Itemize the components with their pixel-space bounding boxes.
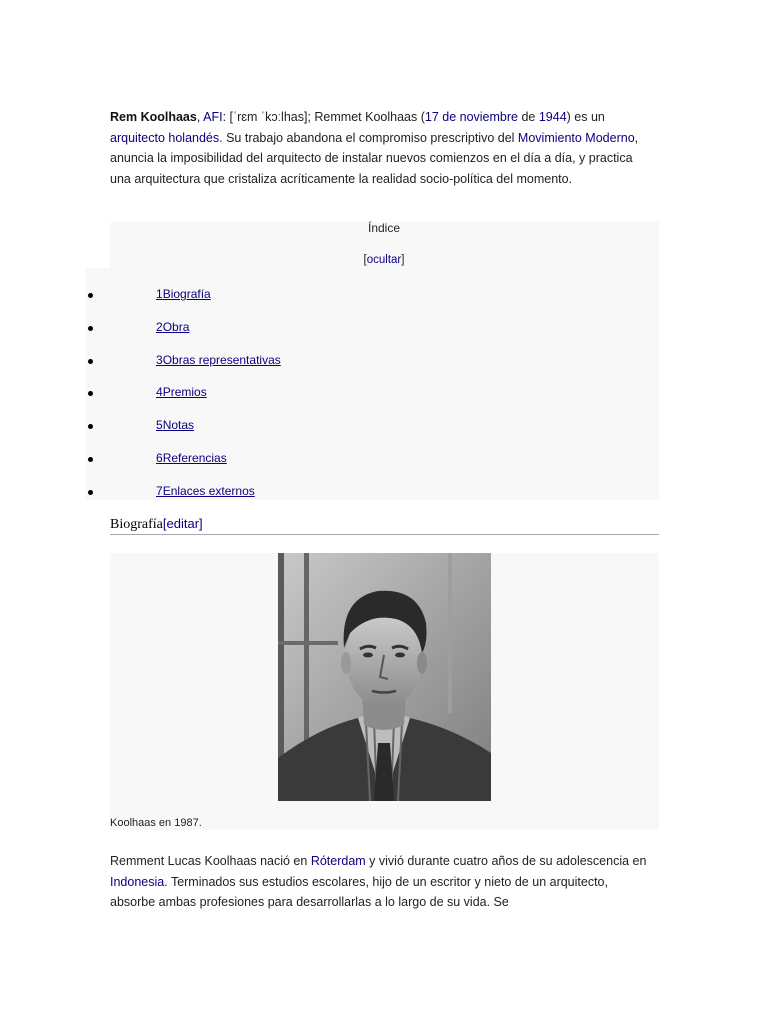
text-fragment: : [ˈrɛm ˈkɔːlhas]; Remmet Koolhaas ( bbox=[222, 110, 425, 124]
year-link[interactable]: 1944 bbox=[538, 110, 567, 124]
toc-link[interactable] bbox=[156, 353, 281, 367]
text-fragment: , bbox=[196, 110, 204, 124]
bullet-icon bbox=[88, 457, 93, 462]
toc-link[interactable] bbox=[156, 484, 255, 498]
section-title: Biografía bbox=[110, 517, 163, 532]
toc-link[interactable] bbox=[156, 385, 207, 399]
toc-hide-link[interactable]: ocultar bbox=[366, 254, 402, 266]
edit-link[interactable]: editar bbox=[166, 516, 200, 531]
portrait-image bbox=[278, 553, 491, 801]
afi-link[interactable]: AFI bbox=[203, 110, 223, 124]
bullet-icon bbox=[88, 326, 93, 331]
figure-caption: Koolhaas en 1987. bbox=[110, 817, 202, 829]
bullet-icon bbox=[88, 293, 93, 298]
biography-paragraph bbox=[110, 851, 655, 913]
toc-label: Referencias bbox=[162, 451, 227, 465]
bullet-icon bbox=[88, 490, 93, 495]
roterdam-link[interactable]: Róterdam bbox=[310, 854, 366, 868]
toc-label: Enlaces externos bbox=[162, 484, 255, 498]
toc-number: 2 bbox=[156, 320, 163, 334]
toc-link[interactable] bbox=[156, 451, 227, 465]
date-link[interactable]: 17 de noviembre bbox=[424, 110, 518, 124]
indonesia-link[interactable]: Indonesia bbox=[110, 874, 165, 889]
text-fragment: ) es un bbox=[566, 110, 605, 124]
toc-item-referencias[interactable] bbox=[0, 451, 768, 469]
bullet-icon bbox=[88, 391, 93, 396]
bullet-icon bbox=[88, 359, 93, 364]
toc-number: 1 bbox=[156, 287, 163, 301]
toc-number: 4 bbox=[156, 385, 163, 399]
text-fragment: , anuncia la imposibilidad del arquitecto de instalar nuevos comienzos en el día a día, y practica una arquitectura que cristaliza acríticamente la realidad socio-política del momento. bbox=[110, 130, 639, 186]
toc-item-premios[interactable] bbox=[0, 385, 768, 403]
portrait-photo[interactable] bbox=[278, 553, 491, 801]
toc-number: 5 bbox=[156, 418, 163, 432]
toc-link[interactable] bbox=[156, 418, 194, 432]
article-subject: Rem Koolhaas bbox=[110, 110, 197, 124]
toc-item-obra[interactable] bbox=[0, 320, 768, 338]
toc-item-notas[interactable] bbox=[0, 418, 768, 436]
toc-label: Premios bbox=[162, 385, 207, 399]
text-fragment: . Terminados sus estudios escolares, hijo de un escritor y nieto de un arquitecto, absorbe ambas profesiones para desarrollarlas a lo largo de su vida. Se bbox=[110, 874, 608, 909]
bullet-icon bbox=[88, 424, 93, 429]
movimiento-moderno-link[interactable]: Movimiento Moderno bbox=[517, 130, 635, 145]
holandes-link[interactable]: holandés bbox=[168, 130, 220, 145]
toc-item-enlaces-externos[interactable] bbox=[0, 484, 768, 502]
text-fragment: de bbox=[518, 110, 539, 124]
edit-section bbox=[163, 516, 203, 531]
text-fragment: Remment Lucas Koolhaas nació en bbox=[110, 854, 311, 868]
toc-label: Obras representativas bbox=[162, 353, 281, 367]
intro-paragraph bbox=[110, 107, 655, 189]
arquitecto-link[interactable]: arquitecto bbox=[110, 130, 165, 145]
toc-link[interactable] bbox=[156, 287, 211, 301]
toc-link[interactable] bbox=[156, 320, 189, 334]
toc-number: 3 bbox=[156, 353, 163, 367]
bracket: [ bbox=[363, 254, 367, 266]
toc-label: Biografía bbox=[162, 287, 211, 301]
bracket: [ bbox=[162, 516, 167, 531]
bracket: ] bbox=[401, 254, 405, 266]
toc-label: Obra bbox=[162, 320, 190, 334]
toc-item-biografia[interactable] bbox=[0, 287, 768, 305]
figure-thumbnail bbox=[110, 553, 659, 830]
toc-toggle bbox=[0, 254, 768, 266]
toc-number: 7 bbox=[156, 484, 163, 498]
text-fragment: y vivió durante cuatro años de su adolescencia en bbox=[365, 854, 647, 868]
toc-label: Notas bbox=[162, 418, 195, 432]
toc-number: 6 bbox=[156, 451, 163, 465]
bracket: ] bbox=[199, 516, 203, 531]
text-fragment: . Su trabajo abandona el compromiso prescriptivo del bbox=[219, 130, 518, 145]
toc-item-obras-representativas[interactable] bbox=[0, 353, 768, 371]
toc-title: Índice bbox=[367, 221, 401, 235]
section-heading-biografia bbox=[110, 516, 659, 535]
